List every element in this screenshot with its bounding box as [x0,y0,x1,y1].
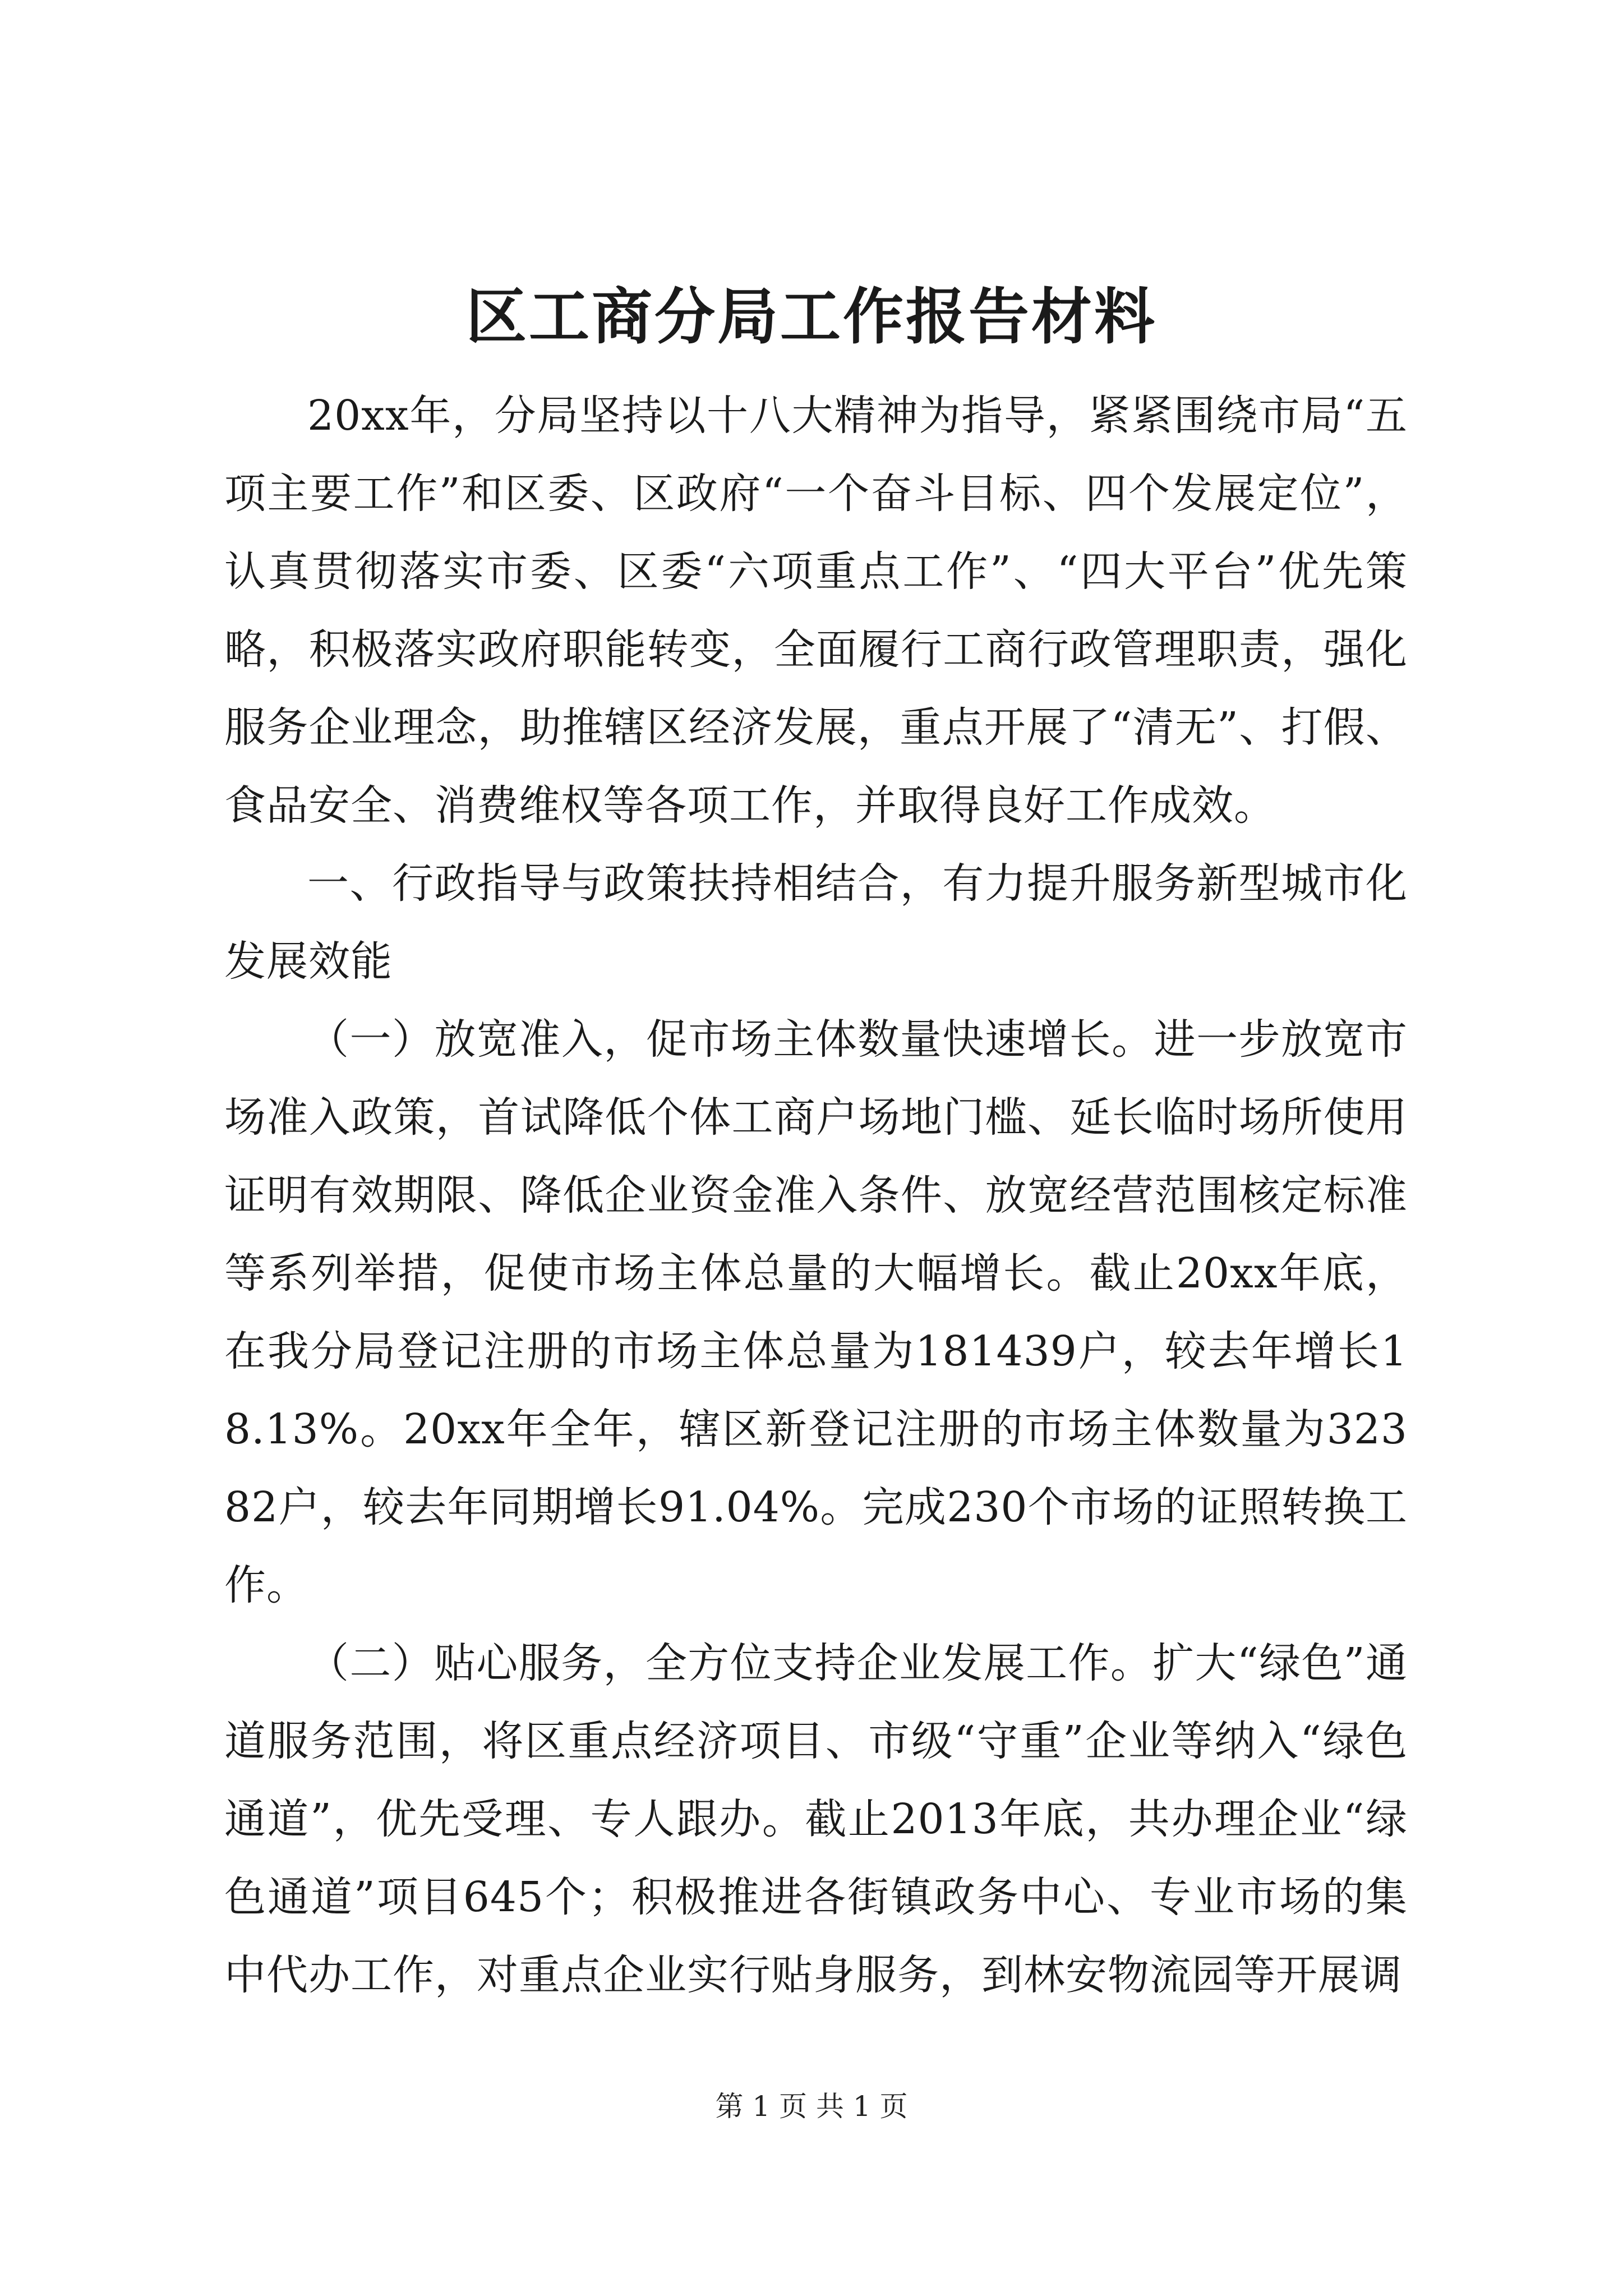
paragraph-enterprise-service: （二）贴心服务，全方位支持企业发展工作。扩大“绿色”通道服务范围，将区重点经济项目、市级“守重”企业等纳入“绿色通道”，优先受理、专人跟办。截止2013年底，共办理企业“绿色通道”项目645个；积极推进各街镇政务中心、专业市场的集中代办工作，对重点企业实行贴身服务，到林安物流园等开展调 [224,1639,1408,1999]
paragraph-intro: 20xx年，分局坚持以十八大精神为指导，紧紧围绕市局“五项主要工作”和区委、区政府“一个奋斗目标、四个发展定位”，认真贯彻落实市委、区委“六项重点工作”、“四大平台”优先策略，积极落实政府职能转变，全面履行工商行政管理职责，强化服务企业理念，助推辖区经济发展，重点开展了“清无”、打假、食品安全、消费维权等各项工作，并取得良好工作成效。 [224,392,1408,830]
section-heading-1: 一、行政指导与政策扶持相结合，有力提升服务新型城市化发展效能 [224,859,1408,986]
document-body [224,377,1408,2014]
paragraph-market-access: （一）放宽准入，促市场主体数量快速增长。进一步放宽市场准入政策，首试降低个体工商户场地门槛、延长临时场所使用证明有效期限、降低企业资金准入条件、放宽经营范围核定标准等系列举措，促使市场主体总量的大幅增长。截止20xx年底，在我分局登记注册的市场主体总量为181439户，较去年增长18.13%。20xx年全年，辖区新登记注册的市场主体数量为32382户，较去年同期增长91.04%。完成230个市场的证照转换工作。 [224,1015,1408,1609]
document-title: 区工商分局工作报告材料 [465,282,1157,352]
page-footer: 第 1 页 共 1 页 [715,2090,908,2123]
